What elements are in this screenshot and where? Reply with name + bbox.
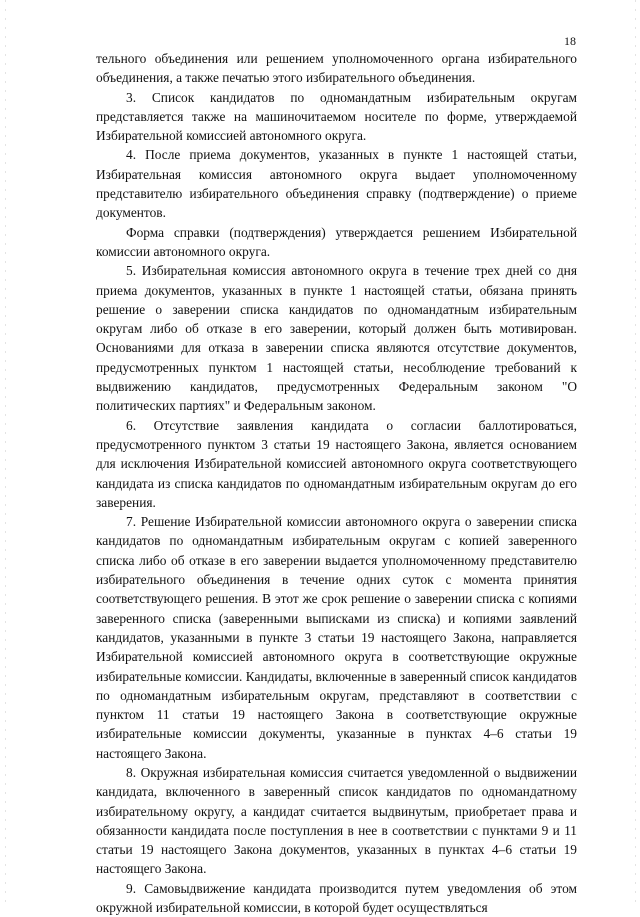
- paragraph-3: 3. Список кандидатов по одномандатным избирательным округам представляется также на машиночитаемом носителе по форме, утверждаемой Избирательной комиссией автономного округа.: [96, 89, 577, 144]
- document-body: [96, 49, 577, 917]
- paragraph-4: 4. После приема документов, указанных в пункте 1 настоящей статьи, Избирательная комиссия автономного округа выдает уполномоченному представителю избирательного объединения справку (подтверждение) о приеме документов.: [96, 147, 577, 221]
- paragraph-7: 7. Решение Избирательной комиссии автономного округа о заверении списка кандидатов по одномандатным избирательным округам с копией заверенного списка либо об отказе в его заверении выдается уполномоченному представителю избирательного объединения в течение одних суток с момента принятия соответствующего решения. В этот же срок решение о заверении списка с копиями заверенного списка (заверенными выписками из списка) и копиями заявлений кандидатов, указанными в пункте 3 статьи 19 настоящего Закона, направляется Избирательной комиссией автономного округа в соответствующие окружные избирательные комиссии. Кандидаты, включенные в заверенный список кандидатов по одномандатным избирательным округам, представляют в соответствии с пунктом 11 статьи 19 настоящего Закона в соответствующие окружные избирательные комиссии документы, указанные в пунктах 4–6 статьи 19 настоящего Закона.: [96, 514, 577, 761]
- right-scan-edge: [635, 0, 636, 905]
- page-number: 18: [564, 34, 576, 48]
- paragraph-8: 8. Окружная избирательная комиссия считается уведомленной о выдвижении кандидата, включенного в заверенный список кандидатов по одномандатному избирательному округу, а кандидат считается выдвинутым, приобретает права и обязанности кандидата после поступления в нее в соответствии с пунктами 9 и 11 статьи 19 настоящего Закона документов, указанных в пунктах 4–6 статьи 19 настоящего Закона.: [96, 764, 577, 877]
- paragraph-continuation: тельного объединения или решением уполномоченного органа избирательного объединения, а также печатью этого избирательного объединения.: [96, 51, 577, 86]
- paragraph-6: 6. Отсутствие заявления кандидата о согласии баллотироваться, предусмотренного пунктом 3 статьи 19 настоящего Закона, является основанием для исключения Избирательной комиссией автономного округа соответствующего кандидата из списка кандидатов по одномандатным избирательным округам до его заверения.: [96, 417, 577, 510]
- paragraph-9: 9. Самовыдвижение кандидата производится путем уведомления об этом окружной избирательной комиссии, в которой будет осуществляться: [96, 880, 577, 916]
- paragraph-form-certificate: Форма справки (подтверждения) утверждается решением Избирательной комиссии автономного округа.: [96, 224, 577, 259]
- paragraph-5: 5. Избирательная комиссия автономного округа в течение трех дней со дня приема документов, указанных в пункте 1 настоящей статьи, обязана принять решение о заверении списка кандидатов по одномандатным избирательным округам либо об отказе в его заверении, который должен быть мотивирован. Основаниями для отказа в заверении списка являются отсутствие документов, предусмотренных пунктом 1 настоящей статьи, несоблюдение требований к выдвижению кандидатов, предусмотренных Федеральным законом "О политических партиях" и Федеральным законом.: [96, 263, 577, 414]
- left-scan-edge: [5, 0, 6, 905]
